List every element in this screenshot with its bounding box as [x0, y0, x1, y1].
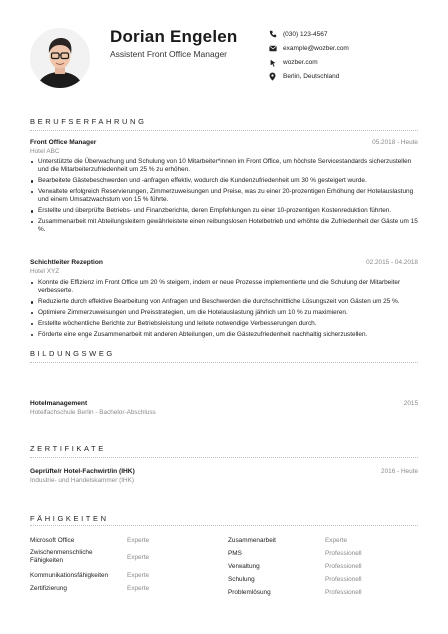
resume-header	[0, 0, 448, 120]
skill-name: Verwaltung	[228, 563, 260, 570]
job-bullets	[30, 158, 418, 237]
section-divider	[30, 130, 418, 131]
education-school: Hotelfachschule Berlin - Bachelor-Abschluss	[30, 409, 156, 416]
job-title: Schichtleiter Rezeption	[30, 259, 103, 266]
skill-name: Zwischenmenschliche Fähigkeiten	[30, 549, 93, 565]
certificate-issuer: Industrie- und Handelskammer (IHK)	[30, 477, 135, 484]
job-title: Front Office Manager	[30, 139, 97, 146]
contact-phone	[268, 29, 349, 39]
certificate-title: Geprüfte/r Hotel-Fachwirt/in (IHK)	[30, 468, 135, 475]
job-bullets	[30, 279, 418, 341]
skill-name: PMS	[228, 550, 242, 557]
job-company: Hotel ABC	[30, 148, 60, 155]
location-pin-icon	[268, 72, 277, 81]
skill-name: Problemlösung	[228, 589, 271, 596]
job-bullet: Zusammenarbeit mit Abteilungsleitern gewährleistete einen reibungslosen Hotelbetrieb und erhöhte die Zufriedenheit der Gäste um 15 %.	[30, 218, 418, 235]
job-company: Hotel XYZ	[30, 268, 60, 275]
profile-photo	[30, 28, 90, 88]
job-bullet: Bearbeitete Gästebeschwerden und -anfragen effektiv, wodurch die Kundenzufriedenheit um 30 % gesteigert wurde.	[30, 177, 418, 185]
section-title-experience: BERUFSERFAHRUNG	[30, 117, 147, 126]
job-bullet: Verwaltete erfolgreich Reservierungen, Zimmerzuweisungen und Preise, was zu einer 20-prozentigen Erhöhung der Hotelauslastung und einem Umsatzwachstum von 15 % führte.	[30, 188, 418, 205]
skill-level: Experte	[325, 537, 348, 544]
skill-name: Zertifizierung	[30, 585, 67, 592]
avatar	[30, 28, 90, 88]
job-bullet: Optimiere Zimmerzuweisungen und Preisstrategien, um die Hotelauslastung jährlich um 10 % zu maximieren.	[30, 309, 418, 317]
section-title-education: BILDUNGSWEG	[30, 349, 115, 358]
skill-level: Professionell	[325, 576, 362, 583]
skill-name: Microsoft Office	[30, 537, 75, 544]
contact-email[interactable]	[268, 43, 349, 53]
candidate-role: Assistent Front Office Manager	[110, 49, 228, 59]
job-bullet: Erstellte und überprüfte Betriebs- und Finanzberichte, deren Empfehlungen zu einer 10-prozentigen Kostenreduktion führten.	[30, 207, 418, 215]
job-bullet: Reduzierte durch effektive Bearbeitung von Anfragen und Beschwerden die durchschnittliche Lösungszeit von Gästen um 25 %.	[30, 298, 418, 306]
contact-website[interactable]	[268, 58, 349, 68]
section-divider	[30, 457, 418, 458]
job-bullet: Förderte eine enge Zusammenarbeit mit anderen Abteilungen, um die Gästezufriedenheit nachhaltig sicherzustellen.	[30, 331, 418, 339]
phone-icon	[268, 30, 277, 39]
contact-email-text[interactable]: example@wozber.com	[283, 44, 349, 52]
contact-location-text: Berlin, Deutschland	[283, 73, 340, 81]
link-icon	[268, 58, 277, 67]
section-title-skills: FÄHIGKEITEN	[30, 514, 109, 523]
skill-level: Professionell	[325, 563, 362, 570]
section-divider	[30, 525, 418, 526]
candidate-name: Dorian Engelen	[110, 27, 238, 46]
skill-name: Schulung	[228, 576, 255, 583]
job-date: 02.2015 - 04.2018	[366, 259, 418, 266]
contact-website-text[interactable]: wozber.com	[283, 59, 318, 67]
job-bullet: Unterstützte die Überwachung und Schulung von 10 Mitarbeiter*innen im Front Office, um höchste Servicestandards sicherzustellen und die Mitarbeiterzufriedenheit um 25 % zu erhöhen.	[30, 158, 418, 175]
education-title: Hotelmanagement	[30, 400, 88, 407]
job-bullet: Erstellte wöchentliche Berichte zur Betriebsleistung und leitete notwendige Verbesserungen durch.	[30, 320, 418, 328]
section-title-certificates: ZERTIFIKATE	[30, 444, 106, 453]
contact-phone-text: (030) 123-4567	[283, 30, 328, 38]
education-date: 2015	[403, 400, 418, 407]
section-divider	[30, 362, 418, 363]
job-date: 05.2018 - Heute	[372, 139, 418, 146]
skill-level: Experte	[127, 585, 150, 592]
job-bullet: Konnte die Effizienz im Front Office um 20 % steigern, indem er neue Prozesse implementierte und die Schulung der Mitarbeiter verbesserte.	[30, 279, 418, 296]
contact-location	[268, 72, 349, 82]
skill-level: Experte	[127, 537, 150, 544]
skill-level: Experte	[127, 572, 150, 579]
skill-level: Professionell	[325, 589, 362, 596]
envelope-icon	[268, 44, 277, 53]
skill-name: Zusammenarbeit	[228, 537, 276, 544]
certificate-date: 2016 - Heute	[381, 468, 418, 475]
skill-level: Experte	[127, 554, 150, 561]
skill-level: Professionell	[325, 550, 362, 557]
skill-name: Kommunikationsfähigkeiten	[30, 572, 109, 579]
contact-list	[268, 29, 349, 86]
